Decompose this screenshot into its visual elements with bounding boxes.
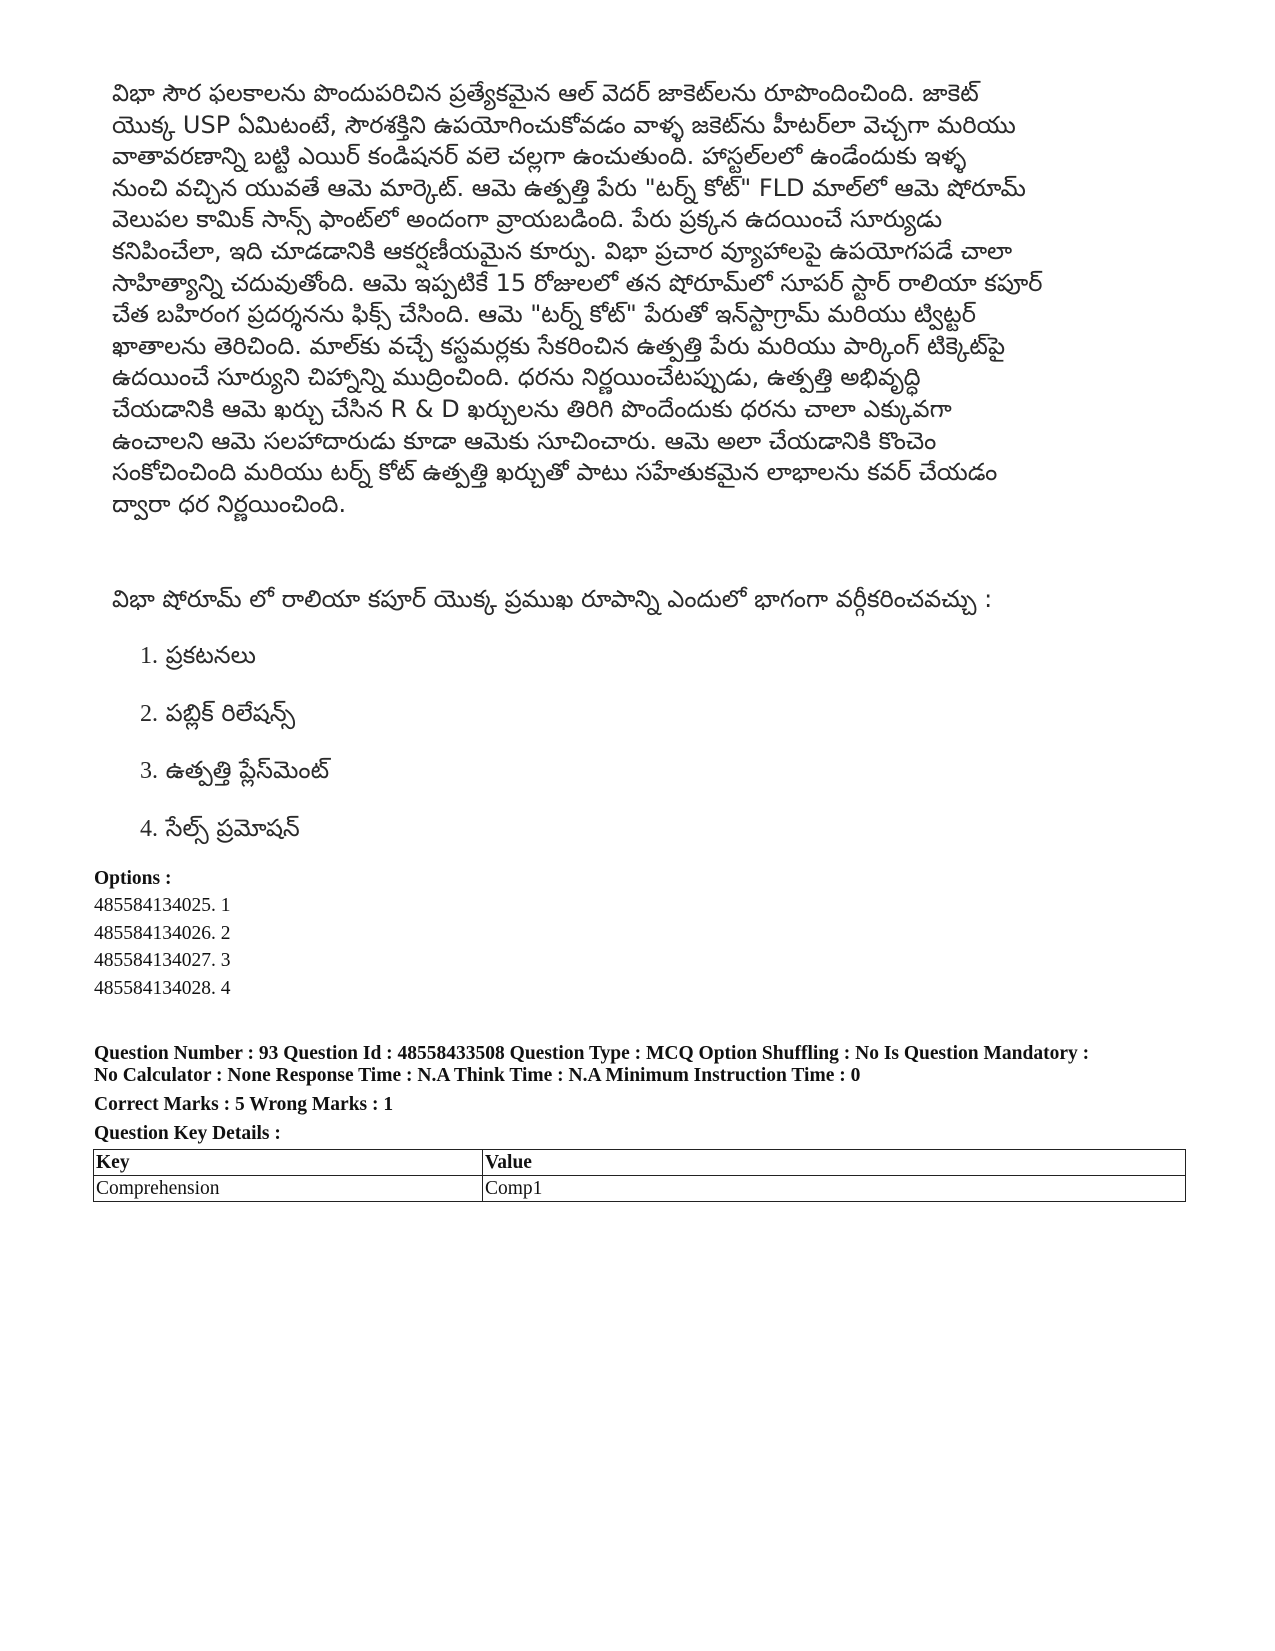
table-header-value: Value — [483, 1150, 1186, 1176]
options-heading: Options : — [94, 868, 172, 889]
answer-choice — [140, 751, 329, 809]
question-info — [94, 1043, 1194, 1087]
passage-line: సాహిత్యాన్ని చదువుతోంది. ఆమె ఇప్పటికే 15 రోజులలో తన షోరూమ్‌లో సూపర్ స్టార్ రాలియా కపూర్ — [112, 268, 1043, 297]
choice-text: ప్రకటనలు — [165, 641, 256, 669]
passage-line: కనిపించేలా, ఇది చూడడానికి ఆకర్షణీయమైన కూర్పు. విభా ప్రచార వ్యూహాలపై ఉపయోగపడే చాలా — [112, 236, 1013, 265]
choice-text: పబ్లిక్ రిలేషన్స్ — [165, 698, 296, 727]
passage-line: ఉదయించే సూర్యుని చిహ్నాన్ని ముద్రించింది. ధరను నిర్ణయించేటప్పుడు, ఉత్పత్తి అభివృద్ధి — [112, 363, 921, 392]
passage-line: చేయడానికి ఆమె ఖర్చు చేసిన R & D ఖర్చులను తిరిగి పొందేందుకు ధరను చాలా ఎక్కువగా — [112, 394, 952, 423]
answer-choice — [140, 809, 329, 867]
question-info-line: Question Number : 93 Question Id : 48558433508 Question Type : MCQ Option Shuffling : No Is Question Mandatory : — [94, 1043, 1090, 1064]
table-row — [94, 1176, 1186, 1202]
choice-number: 1. — [140, 643, 158, 669]
passage-line: యొక్క USP ఏమిటంటే, సౌరశక్తిని ఉపయోగించుకోవడం వాళ్ళ జకెట్‌ను హీటర్‌లా వెచ్చగా మరియు — [112, 110, 1016, 139]
choice-text: సేల్స్ ప్రమోషన్ — [165, 813, 300, 842]
choice-text: ఉత్పత్తి ప్లేస్‌మెంట్ — [165, 756, 330, 784]
comprehension-passage — [112, 78, 1164, 520]
passage-line: ఖాతాలను తెరిచింది. మాల్‌కు వచ్చే కస్టమర్లకు సేకరించిన ఉత్పత్తి పేరు మరియు పార్కింగ్ టిక్కెట్‌పై — [112, 331, 1006, 360]
choice-number: 2. — [140, 700, 158, 727]
option-id-list — [94, 892, 231, 1002]
choice-number: 4. — [140, 815, 158, 842]
option-id: 485584134025. 1 — [94, 895, 231, 916]
passage-line: వాతావరణాన్ని బట్టి ఎయిర్ కండిషనర్ వలె చల్లగా ఉంచుతుంది. హాస్టల్‌లలో ఉండేందుకు ఇళ్ళ — [112, 142, 967, 171]
passage-line: ఉంచాలని ఆమె సలహాదారుడు కూడా ఆమెకు సూచించారు. ఆమె అలా చేయడానికి కొంచెం — [112, 426, 937, 455]
passage-line: సంకోచించింది మరియు టర్న్ కోట్ ఉత్పత్తి ఖర్చుతో పాటు సహేతుకమైన లాభాలను కవర్ చేయడం — [112, 458, 998, 487]
passage-line: ద్వారా ధర నిర్ణయించింది. — [112, 489, 347, 518]
key-details-heading: Question Key Details : — [94, 1123, 281, 1144]
option-id: 485584134026. 2 — [94, 922, 231, 944]
answer-choice — [140, 636, 329, 694]
passage-line: వెలుపల కామిక్ సాన్స్ ఫాంట్‌లో అందంగా వ్రాయబడింది. పేరు ప్రక్కన ఉదయించే సూర్యుడు — [112, 205, 943, 234]
table-header-key: Key — [94, 1150, 483, 1176]
table-cell-value: Comp1 — [483, 1176, 1186, 1202]
passage-line: చేత బహిరంగ ప్రదర్శనను ఫిక్స్ చేసింది. ఆమె "టర్న్ కోట్" పేరుతో ఇన్‌స్టాగ్రామ్ మరియు ట్విట్టర్ — [112, 300, 976, 329]
question-info-line: No Calculator : None Response Time : N.A Think Time : N.A Minimum Instruction Time : 0 — [94, 1065, 861, 1086]
passage-line: విభా సౌర ఫలకాలను పొందుపరిచిన ప్రత్యేకమైన ఆల్ వెదర్ జాకెట్‌లను రూపొందించింది. జాకెట్ — [112, 79, 979, 107]
table-header-row — [94, 1150, 1186, 1176]
passage-line: నుంచి వచ్చిన యువతే ఆమె మార్కెట్. ఆమె ఉత్పత్తి పేరు "టర్న్ కోట్" FLD మాల్‌లో ఆమె షోరూమ్ — [112, 173, 1026, 202]
answer-choice — [140, 694, 329, 752]
option-id: 485584134028. 4 — [94, 977, 231, 999]
answer-choices — [140, 636, 329, 866]
choice-number: 3. — [140, 758, 158, 784]
question-text: విభా షోరూమ్ లో రాలియా కపూర్ యొక్క ప్రముఖ రూపాన్ని ఎందులో భాగంగా వర్గీకరించవచ్చు : — [112, 585, 993, 613]
key-details-table — [93, 1149, 1186, 1202]
table-cell-key: Comprehension — [94, 1176, 483, 1202]
option-id: 485584134027. 3 — [94, 950, 231, 971]
marks-info: Correct Marks : 5 Wrong Marks : 1 — [94, 1094, 394, 1115]
